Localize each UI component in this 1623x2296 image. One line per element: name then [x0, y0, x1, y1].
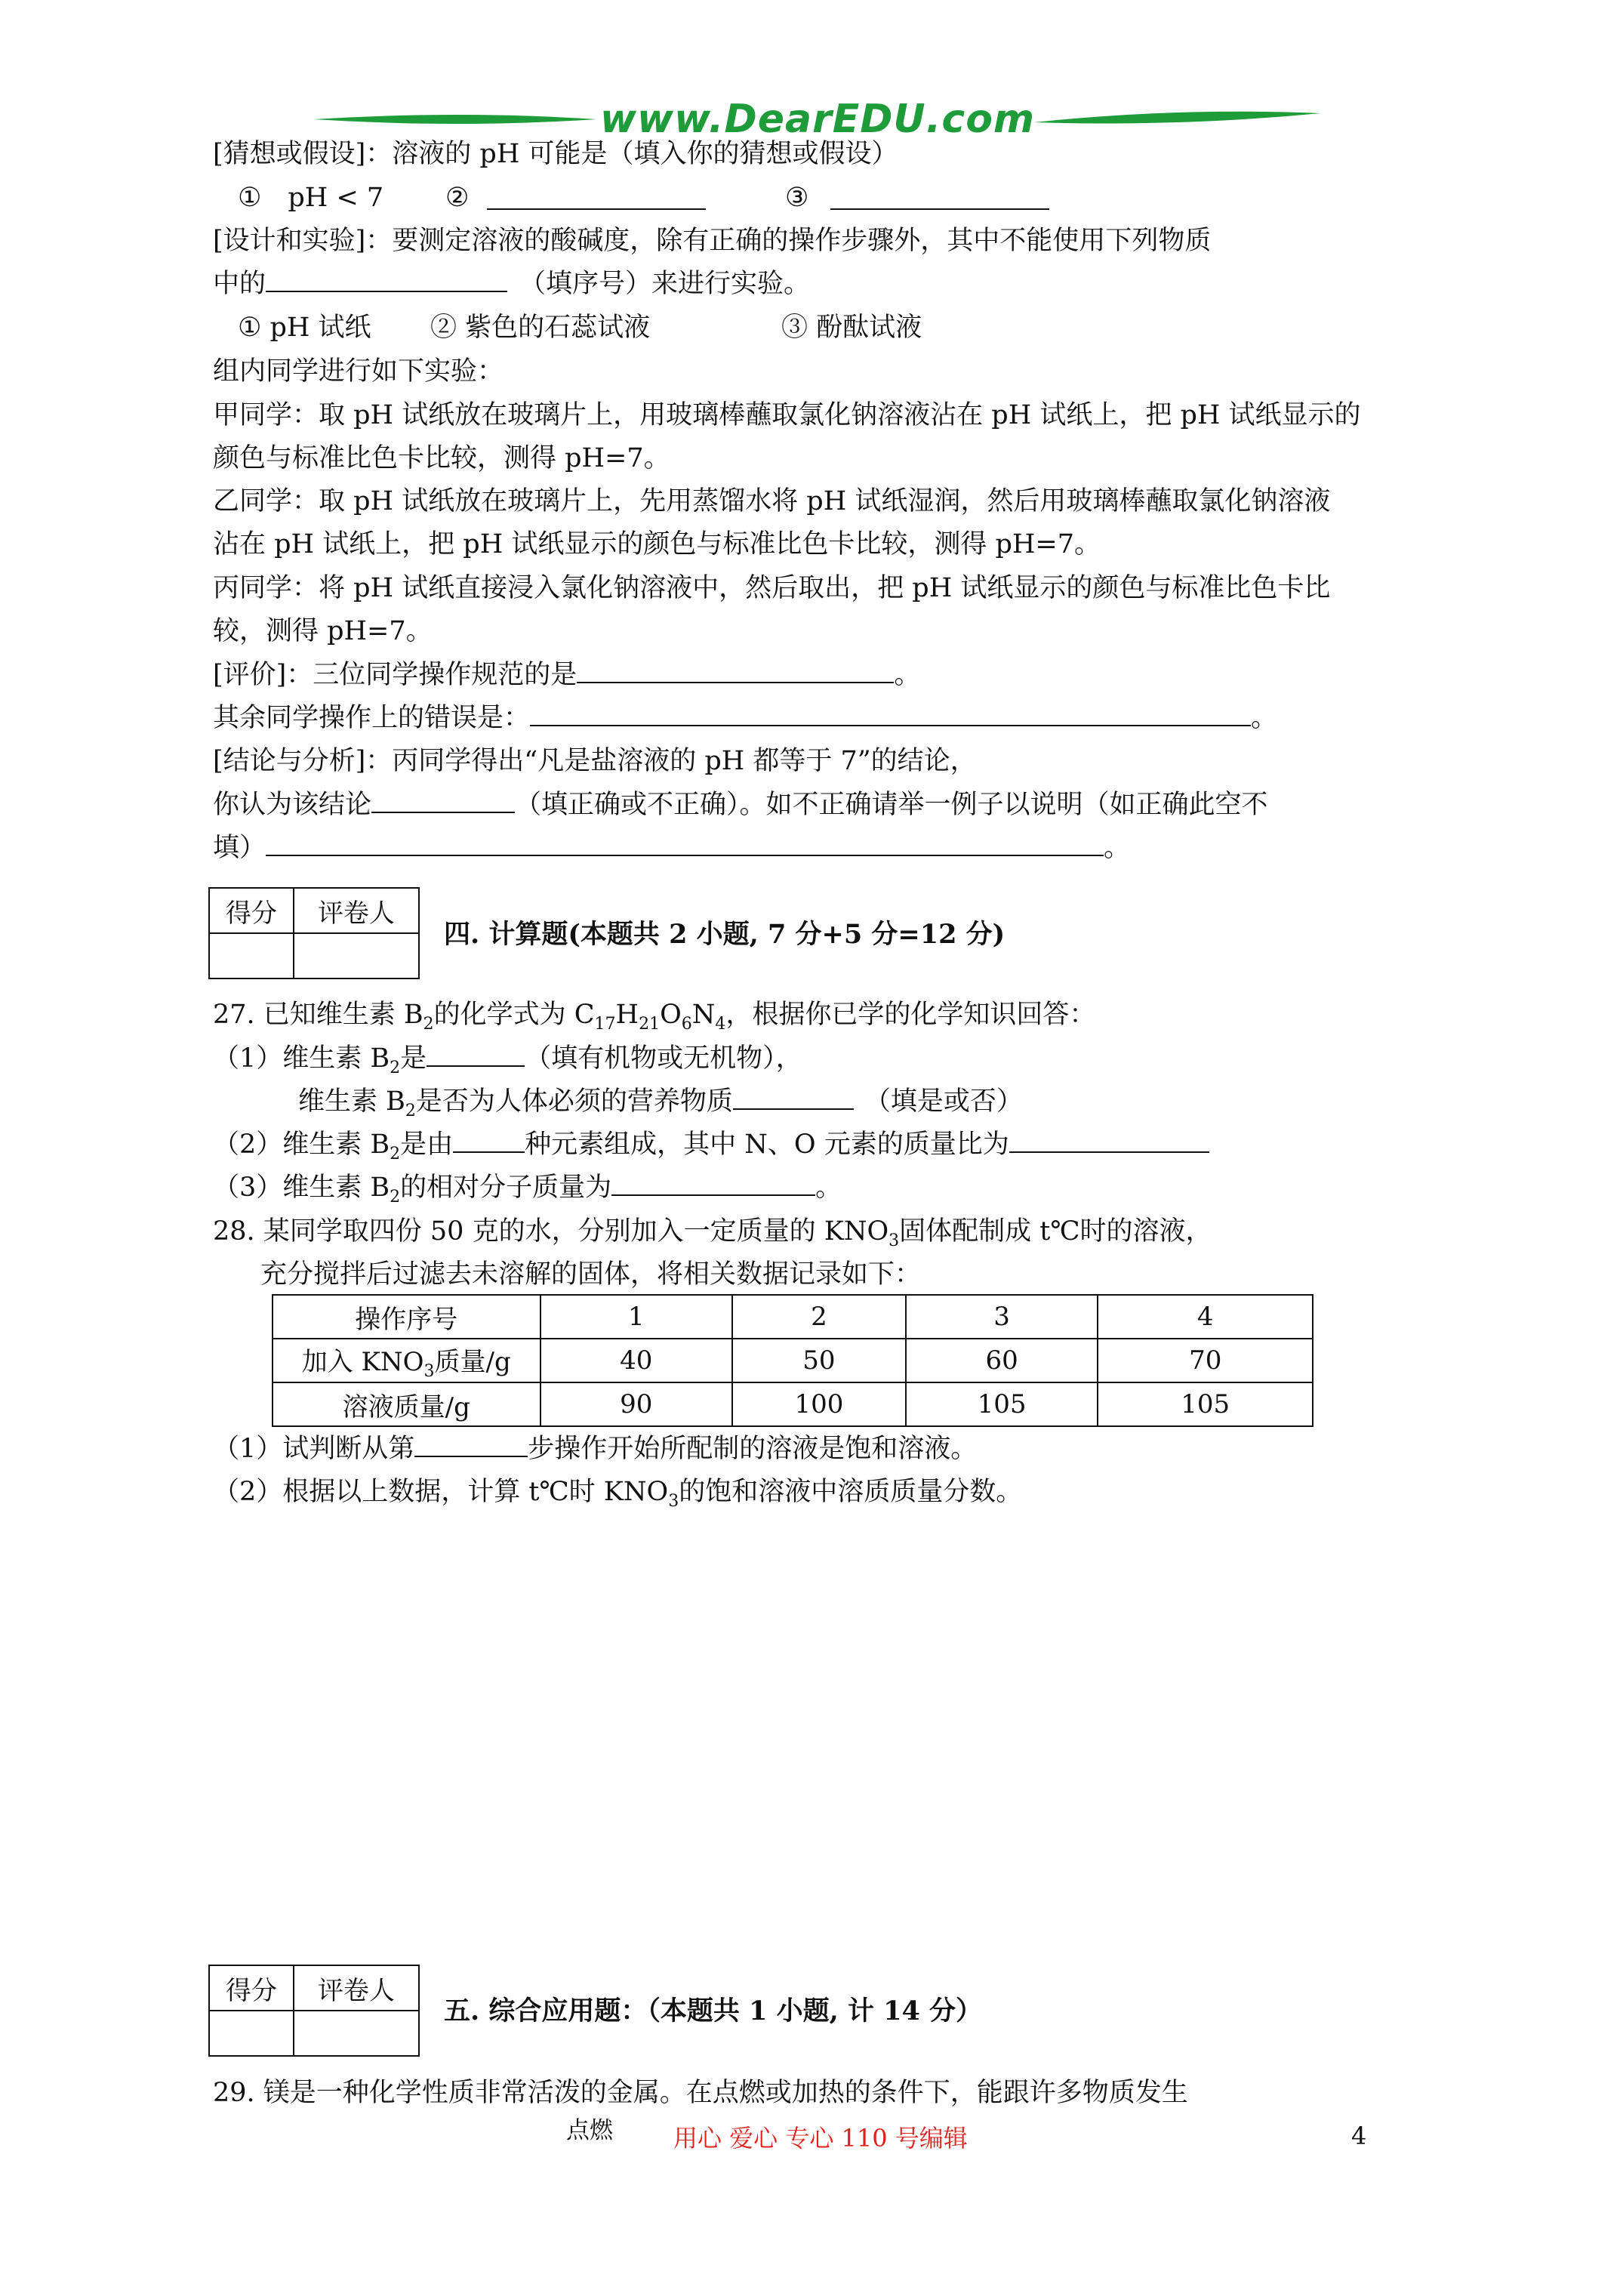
q28-part1: （1）试判断从第 步操作开始所配制的溶液是饱和溶液。 [213, 1434, 978, 1464]
grader-cell[interactable] [294, 933, 419, 978]
judge-blank[interactable] [371, 789, 515, 813]
q28-intro2: 充分搅拌后过滤去未溶解的固体，将相关数据记录如下： [260, 1259, 922, 1290]
grader-cell[interactable] [294, 2011, 419, 2056]
hypothesis-line: [猜想或假设]：溶液的 pH 可能是（填入你的猜想或假设） [213, 139, 898, 169]
q27-elements-blank[interactable] [453, 1129, 525, 1153]
score-cell[interactable] [209, 933, 294, 978]
conclusion-line: [结论与分析]：丙同学得出“凡是盐溶液的 pH 都等于 7”的结论， [213, 746, 977, 776]
section4-title: 四. 计算题(本题共 2 小题, 7 分+5 分=12 分) [444, 919, 1006, 950]
grader-label: 评卷人 [294, 888, 419, 933]
fill-number-blank[interactable] [266, 268, 507, 292]
option-3-label: ③ [785, 183, 809, 213]
q28-intro: 28. 某同学取四份 50 克的水，分别加入一定质量的 $KNO_3$固体配制成 t℃时的溶液， [213, 1216, 1212, 1250]
group-line: 组内同学进行如下实验： [213, 356, 504, 387]
section5-title: 五. 综合应用题：（本题共 1 小题, 计 14 分） [444, 1996, 983, 2026]
score-label: 得分 [209, 1965, 294, 2011]
grader-label: 评卷人 [294, 1965, 419, 2011]
student-c-line2: 较，测得 pH=7。 [213, 616, 433, 646]
option-1: ① pH < 7 [238, 183, 384, 213]
q27-part3: （3）维生素 $B_2$的相对分子质量为 。 [213, 1173, 842, 1207]
student-a-line1: 甲同学：取 pH 试纸放在玻璃片上，用玻璃棒蘸取氯化钠溶液沾在 pH 试纸上，把 pH 试纸显示的 [213, 400, 1361, 430]
option-2-blank[interactable] [487, 186, 706, 210]
logo-text: www.DearEDU.com [600, 97, 1036, 142]
data-table [272, 1294, 1313, 1427]
q27-part1b: 维生素 $B_2$是否为人体必须的营养物质 （填是或否） [298, 1086, 1023, 1120]
score-box-section4 [208, 887, 420, 979]
ignite-label: 点燃 [566, 2117, 613, 2144]
fill-number-line: 中的 （填序号）来进行实验。 [213, 269, 811, 299]
q27-molar-mass-blank[interactable] [611, 1172, 815, 1196]
q28-step-blank[interactable] [414, 1433, 528, 1457]
score-box-section5 [208, 1965, 420, 2057]
q27-mass-ratio-blank[interactable] [1009, 1129, 1209, 1153]
example-line: 填） 。 [213, 833, 1131, 863]
option-3-blank[interactable] [830, 186, 1049, 210]
q28-part2: （2）根据以上数据，计算 t℃时 $KNO_3$的饱和溶液中溶质质量分数。 [213, 1477, 1023, 1511]
evaluation-blank[interactable] [577, 659, 894, 683]
reagent-1: ① pH 试纸 [238, 313, 371, 343]
reagent-2: ② 紫色的石蕊试液 [430, 313, 651, 343]
option-2-label: ② [445, 183, 470, 213]
q27-part2: （2）维生素 $B_2$是由 种元素组成，其中 N、O 元素的质量比为 [213, 1128, 1209, 1171]
example-blank[interactable] [266, 832, 1104, 856]
design-line: [设计和实验]：要测定溶液的酸碱度，除有正确的操作步骤外，其中不能使用下列物质 [213, 226, 1212, 256]
option-line [238, 181, 809, 214]
q27-intro: 27. 已知维生素 $B_2$的化学式为 $C_{17}H_{21}O_6N_4$，根据你已学的化学知识回答： [213, 1000, 1096, 1034]
errors-line: 其余同学操作上的错误是： 。 [213, 703, 1278, 733]
table-row: 加入 $KNO_3$质量/g 40 50 60 70 [273, 1339, 1313, 1382]
q27-organic-blank[interactable] [427, 1043, 525, 1067]
student-a-line2: 颜色与标准比色卡比较，测得 pH=7。 [213, 443, 670, 473]
errors-blank[interactable] [530, 702, 1251, 726]
q27-part1: （1）维生素 $B_2$是 （填有机物或无机物）， [213, 1043, 802, 1077]
table-row: 操作序号 1 2 3 4 [273, 1295, 1313, 1339]
score-cell[interactable] [209, 2011, 294, 2056]
student-c-line1: 丙同学：将 pH 试纸直接浸入氯化钠溶液中，然后取出，把 pH 试纸显示的颜色与标准比色卡比 [213, 573, 1331, 603]
evaluation-line: [评价]：三位同学操作规范的是 。 [213, 660, 921, 690]
reagent-3: ③ 酚酞试液 [781, 313, 922, 343]
page-number: 4 [1351, 2122, 1367, 2150]
footer-editor: 用心 爱心 专心 110 号编辑 [673, 2124, 968, 2153]
table-row: 溶液质量/g 90 100 105 105 [273, 1382, 1313, 1426]
q27-nutrient-blank[interactable] [733, 1086, 854, 1110]
score-label: 得分 [209, 888, 294, 933]
judge-line: 你认为该结论 （填正确或不正确）。如不正确请举一例子以说明（如正确此空不 [213, 790, 1268, 820]
student-b-line2: 沾在 pH 试纸上，把 pH 试纸显示的颜色与标准比色卡比较，测得 pH=7。 [213, 529, 1101, 559]
q29-line: 29. 镁是一种化学性质非常活泼的金属。在点燃或加热的条件下，能跟许多物质发生 [213, 2078, 1188, 2108]
student-b-line1: 乙同学：取 pH 试纸放在玻璃片上，先用蒸馏水将 pH 试纸湿润，然后用玻璃棒蘸取氯化钠溶液 [213, 486, 1331, 516]
reagent-options [238, 311, 922, 344]
